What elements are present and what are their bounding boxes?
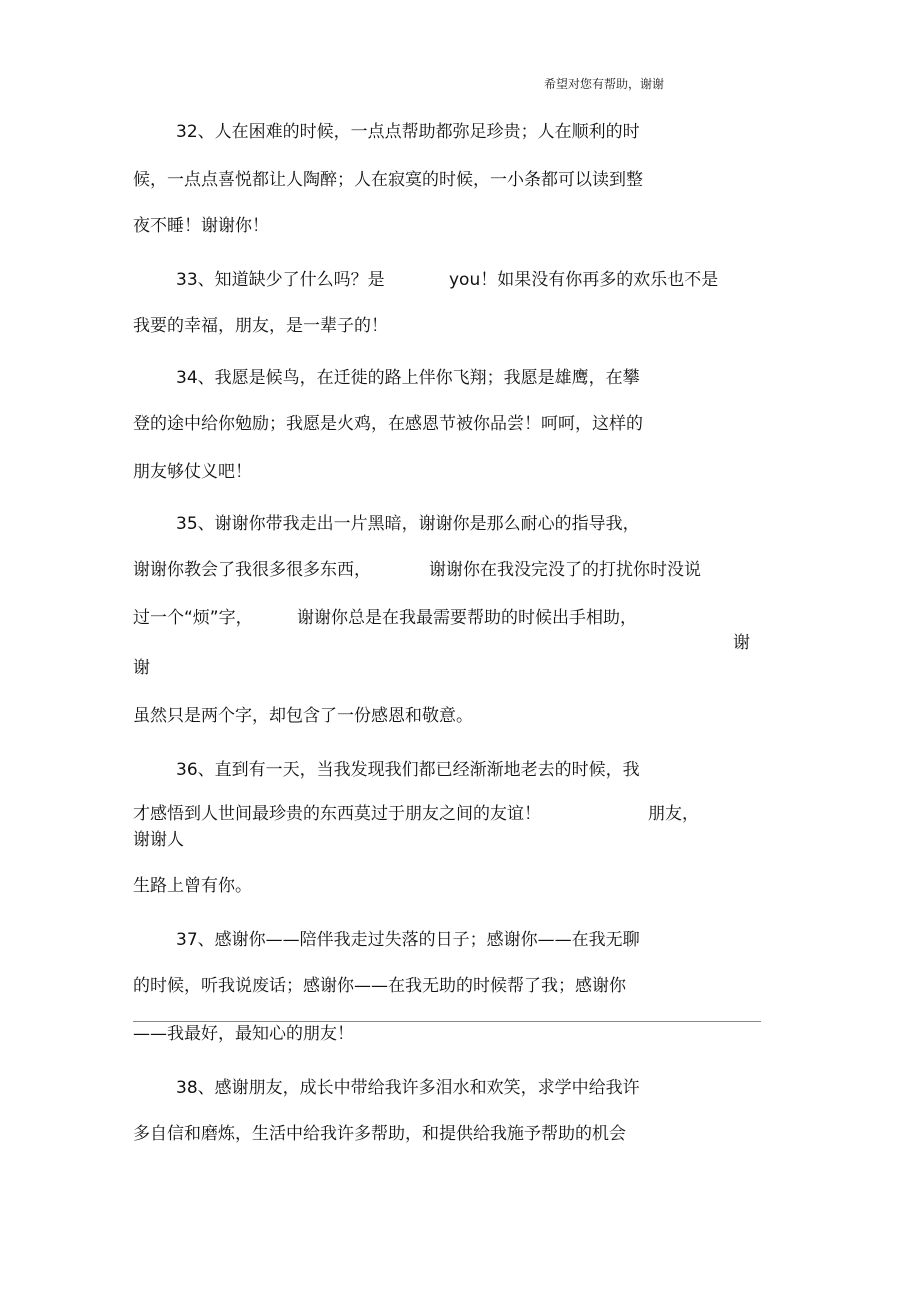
paragraph-35-line-3b: 谢谢你总是在我最需要帮助的时候出手相助， [297,608,637,628]
paragraph-35-line-5: 虽然只是两个字，却包含了一份感恩和敬意。 [133,706,473,726]
paragraph-35-line-4: 谢 [133,658,150,678]
horizontal-divider [133,1021,761,1022]
paragraph-35-line-3c: 谢 [733,633,750,653]
paragraph-36-line-3: 谢谢人 [133,830,184,850]
page-header: 希望对您有帮助，谢谢 [544,77,665,91]
paragraph-34-line-1: 34、我愿是候鸟，在迁徙的路上伴你飞翔；我愿是雄鹰，在攀 [176,368,640,388]
paragraph-38-line-2: 多自信和磨炼，生活中给我许多帮助，和提供给我施予帮助的机会 [133,1124,626,1144]
paragraph-32-line-3: 夜不睡！谢谢你！ [133,216,269,236]
paragraph-32-line-2: 候，一点点喜悦都让人陶醉；人在寂寞的时候，一小条都可以读到整 [133,170,643,190]
paragraph-35-line-2a: 谢谢你教会了我很多很多东西， [133,560,371,580]
paragraph-38-line-1: 38、感谢朋友，成长中带给我许多泪水和欢笑，求学中给我许 [176,1078,640,1098]
paragraph-36-line-4: 生路上曾有你。 [133,876,252,896]
paragraph-33-line-2: 我要的幸福，朋友，是一辈子的！ [133,316,388,336]
paragraph-37-line-3: ——我最好，最知心的朋友！ [133,1024,354,1044]
paragraph-36-line-2a: 才感悟到人世间最珍贵的东西莫过于朋友之间的友谊！ [133,804,541,824]
paragraph-37-line-2: 的时候，听我说废话；感谢你——在我无助的时候帮了我；感谢你 [133,976,626,996]
paragraph-35-line-2b: 谢谢你在我没完没了的打扰你时没说 [429,560,701,580]
paragraph-36-line-1: 36、直到有一天，当我发现我们都已经渐渐地老去的时候，我 [176,760,640,780]
paragraph-33-line-1b: you！如果没有你再多的欢乐也不是 [449,270,719,290]
paragraph-33-line-1a: 33、知道缺少了什么吗？是 [176,270,385,290]
paragraph-32-line-1: 32、人在困难的时候，一点点帮助都弥足珍贵；人在顺利的时 [176,122,640,142]
paragraph-35-line-3a: 过一个“烦”字， [133,608,253,628]
paragraph-36-line-2b: 朋友， [648,804,699,824]
paragraph-37-line-1: 37、感谢你——陪伴我走过失落的日子；感谢你——在我无聊 [176,930,640,950]
paragraph-34-line-3: 朋友够仗义吧！ [133,462,252,482]
paragraph-34-line-2: 登的途中给你勉励；我愿是火鸡，在感恩节被你品尝！呵呵，这样的 [133,414,643,434]
paragraph-35-line-1: 35、谢谢你带我走出一片黑暗，谢谢你是那么耐心的指导我， [176,514,640,534]
